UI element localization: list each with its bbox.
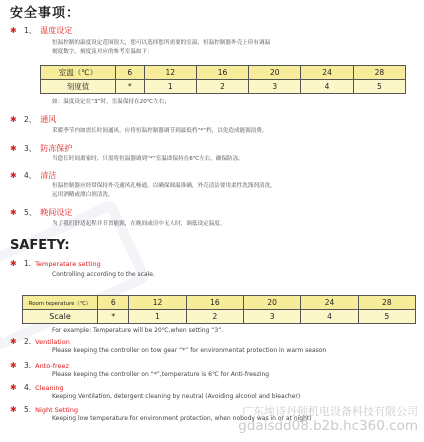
watermark-company: 广东埃诗丹顿机电设备科技有限公司 [242,405,418,418]
table-cell: 16 [196,66,248,80]
table-cell: 12 [129,296,186,310]
item-heading: 通风 [40,115,57,124]
en-section-title: SAFETY: [10,238,70,253]
item-number: 5. [24,405,32,414]
table-header-label: Room teperature（℃） [23,296,98,310]
cn-temperature-table [40,65,406,94]
en-item-2-text: Please keeping the controller on tow gear “*” for environmentat protection in warm season [52,347,327,354]
item-number: 1. [24,259,32,268]
cn-item-3-text: 当您长时间离家时，只需将恒温器调到“*”室温即保持在6℃左右，确保防冻。 [52,156,244,162]
en-item-3-heading [10,361,69,370]
item-heading: 防冻保护 [40,144,73,153]
item-number: 3. [24,361,32,370]
table-cell: 6 [116,66,145,80]
item-number: 4. [24,383,32,392]
cn-item-1-text [52,39,270,57]
table-cell: 2 [186,310,243,324]
table-row-label: 刻度值 [41,80,116,94]
table-cell: 28 [358,296,415,310]
item-heading: 晚间设定 [40,208,73,217]
cn-item-5-text: 为了我们舒适起程并节省能源，在晚间或房中无人时，调低设定温度。 [52,221,226,227]
cn-item-4-text [52,182,276,200]
item-heading: Anto-freez [35,361,69,370]
en-item-1-heading [10,259,101,268]
text-line: 恒温控制的温度设定范围很大，您可以选择您所需要的室温，恒温控制器外壳上印有调温 [52,40,271,46]
item-heading: Night Setting [35,405,78,414]
bullet-icon: ✱ [10,208,17,217]
table-row [41,80,406,94]
item-number: 4、 [24,171,37,180]
bullet-icon: ✱ [10,405,17,414]
en-item-1-example: For example: Temperature will be 20℃,when setting “3”. [52,327,224,334]
table-cell: 20 [244,296,301,310]
table-header-label: 室温（℃） [41,66,116,80]
table-cell: 3 [249,80,301,94]
bullet-icon: ✱ [10,115,17,124]
en-temperature-table [22,295,416,324]
table-row [23,296,416,310]
table-cell: 5 [358,310,415,324]
bullet-icon: ✱ [10,259,17,268]
item-heading: Ventilation [35,337,70,346]
table-cell: 3 [244,310,301,324]
item-heading: Cleaning [35,383,64,392]
table-cell: 16 [186,296,243,310]
table-row [41,66,406,80]
table-cell: 12 [144,66,196,80]
cn-item-1-heading [10,25,72,36]
item-number: 2、 [24,115,37,124]
bullet-icon: ✱ [10,144,17,153]
cn-item-5-heading [10,207,72,218]
item-number: 5、 [24,208,37,217]
table-cell: 1 [144,80,196,94]
table-cell: * [98,310,129,324]
item-heading: 清洁 [40,171,57,180]
watermark-url: gdaisdd08.b2b.hc360.com [238,418,418,434]
en-item-5-heading [10,405,78,414]
item-heading: Temperatare setting [35,259,101,268]
cn-item-2-text: 采暖季节内如需长时间通风，应将恒温控制器调节到最低档“*”档，以免造成能源浪费。 [52,128,268,134]
en-item-1-text: Controlling according to the scale. [52,271,155,278]
bullet-icon: ✱ [10,383,17,392]
table-cell: * [116,80,145,94]
bullet-icon: ✱ [10,337,17,346]
table-cell: 4 [301,310,358,324]
table-cell: 24 [301,66,353,80]
item-heading: 温度设定 [40,26,73,35]
bullet-icon: ✱ [10,171,17,180]
table-cell: 1 [129,310,186,324]
text-line: 刻度数字，刻度及对应的参考室温如下： [52,49,153,55]
table-cell: 28 [353,66,405,80]
table-cell: 4 [301,80,353,94]
table-cell: 20 [249,66,301,80]
table-cell: 5 [353,80,405,94]
en-item-2-heading [10,337,70,346]
table-cell: 6 [98,296,129,310]
en-item-4-text: Keeping Ventilation, detergent cleaning by neutral (Avoiding alconol and bleacher) [52,393,301,400]
text-line: 恒温控制器应经常保持外壳通风孔畅通，以确保调温准确，外壳清洁要用柔性洗涤剂清洗， [52,183,276,189]
text-line: 远用酒精或漂白剂清洗。 [52,192,114,198]
table-cell: 2 [196,80,248,94]
cn-item-2-heading [10,114,56,125]
bullet-icon: ✱ [10,361,17,370]
table-cell: 24 [301,296,358,310]
cn-item-1-example: 如：温度设定在“3”时，室温保持在20℃左右； [52,99,170,105]
cn-item-3-heading [10,143,72,154]
item-number: 3、 [24,144,37,153]
en-item-3-text: Please keeping the controller on “*”,temperature is 6℃ for Anti-freezing [52,371,270,378]
item-number: 2. [24,337,32,346]
table-row [23,310,416,324]
item-number: 1、 [24,26,37,35]
table-row-label: Scale [23,310,98,324]
cn-item-4-heading [10,170,56,181]
cn-section-title: 安全事项： [10,6,81,21]
en-item-4-heading [10,383,64,392]
bullet-icon: ✱ [10,26,17,35]
en-item-5-text: Keeping low temperature for environment protection, when nobody was in or at night) [52,415,312,422]
